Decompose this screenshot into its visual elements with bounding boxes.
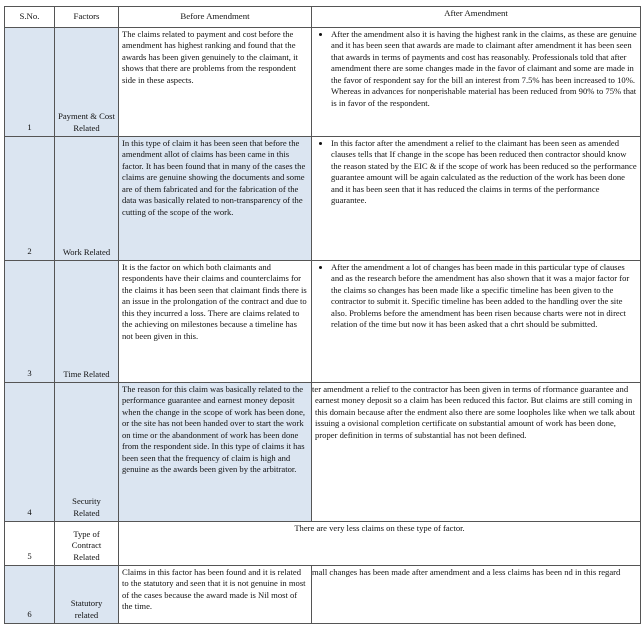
after-amendment-text: • In this factor after the amendment a relief to the claimant has been seen as amended clauses tells that If change in the scope has been reduced then contractor should know the reason stated by the EIC & if the scope of work has been reduced so the performance guarantee amount will be again calculated as the reduction of the work has been done and it has been seen that it has reduced the claims in terms of the performance guarantee.	[331, 138, 637, 207]
row-number: 2	[5, 137, 55, 261]
before-amendment-text: Claims in this factor has been found and it is related to the statutory and seen that it is not genuine in most of the cases because the award made is Nil most of the time.	[119, 566, 312, 624]
before-amendment-text: The reason for this claim was basically related to the performance guarantee and earnest money deposit when the change in the scope of work has been done, or the site has not been handed over to start the work on time or the abandonment of work has been done from the respondent side. In this type of claims it has been seen that the frequency of claim is high and genuine as the awards been given by the arbitrator.	[119, 383, 312, 522]
table-row	[5, 137, 641, 261]
merged-comment: There are very less claims on these type of factor.	[119, 522, 641, 566]
factor-name: Security Related	[55, 383, 119, 522]
after-amendment-text: • After the amendment also it is having the highest rank in the claims, as these are genuine and it has been seen that awards are made to claimant after amendment it has been seen that awards in terms of payments and cost has reasonably. Professionals told that after amendment there are some changes made in the favor of claimant and some are made in the favor of respondent say for the bill an interest from 7.5% has been increased to 10%. Whereas in advances for nonperishable material has been reduced from 90% to 75% that is in favor of the respondent.	[331, 29, 637, 109]
row-number: 3	[5, 261, 55, 383]
after-amendment-cell	[312, 137, 641, 261]
header-before: Before Amendment	[119, 7, 312, 28]
after-amendment-cell	[312, 28, 641, 137]
row-number: 1	[5, 28, 55, 137]
table-row	[5, 522, 641, 566]
header-factors: Factors	[55, 7, 119, 28]
factor-name: Work Related	[55, 137, 119, 261]
table-row	[5, 383, 641, 522]
table-row	[5, 566, 641, 624]
factor-name: Type of Contract Related	[55, 522, 119, 566]
factor-name: Payment & Cost Related	[55, 28, 119, 137]
header-sno: S.No.	[5, 7, 55, 28]
after-amendment-cell	[312, 261, 641, 383]
after-amendment-text: ter amendment a relief to the contractor has been given in terms of rformance guarantee and earnest money deposit so a claim has been reduced this factor. But claims are still coming in this domain because after the endment also there are some loopholes like when we talk about issuing a ovisional completion certificate on substantial amount of work has been done, proper definition in terms of substantial has not been defined.	[312, 383, 641, 522]
before-amendment-text: It is the factor on which both claimants and respondents have their claims and counterclaims for the claims it has been seen that claimant finds there is an issue in the prolongation of the contract and due to this they incurred a loss. There are claims related to the achieving on milestones because a timeline has not been given in this.	[119, 261, 312, 383]
after-amendment-text: mall changes has been made after amendment and a less claims has been nd in this regard	[312, 566, 641, 624]
table-row	[5, 28, 641, 137]
header-after: After Amendment	[312, 7, 641, 28]
before-amendment-text: In this type of claim it has been seen that before the amendment allot of claims has been came in this factor. It has been found that in many of the cases the claims are genuine showing the documents and some are of them fabricated and for the fabrication of the data was basically related to non-transparency of the cutting of the scope of the work.	[119, 137, 312, 261]
after-amendment-text: • After the amendment a lot of changes has been made in this particular type of clauses and as the research before the amendment has also shown that it was a major factor for the claims so changes has been made like a specific timeline has been given to the contractor to submit it. Specific timeline has been added to the handling over the site also. Problems before the amendment has been risen because charts were not in direct relation of the time but now it has been asked that a chrt should be submitted.	[331, 262, 637, 331]
before-amendment-text: The claims related to payment and cost before the amendment has highest ranking and found that the awards has been given genuinely to the claimant, it shows that there are problems from the respondent side in these aspects.	[119, 28, 312, 137]
row-number: 5	[5, 522, 55, 566]
header-row	[5, 7, 641, 28]
row-number: 4	[5, 383, 55, 522]
amendment-comparison-table	[4, 6, 641, 624]
table-row	[5, 261, 641, 383]
row-number: 6	[5, 566, 55, 624]
factor-name: Statutory related	[55, 566, 119, 624]
factor-name: Time Related	[55, 261, 119, 383]
